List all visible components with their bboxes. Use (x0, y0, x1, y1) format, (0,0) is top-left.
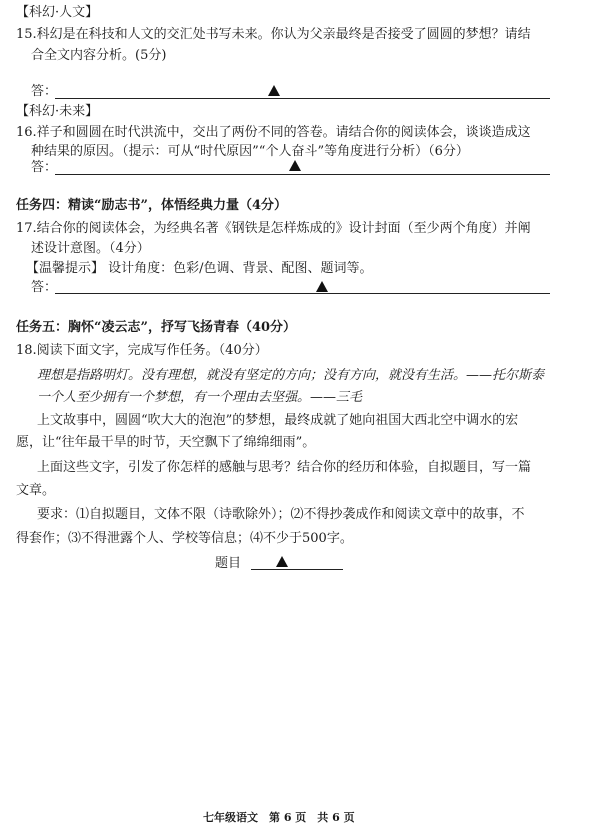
answer-label-16: 答： (31, 160, 58, 175)
prompt-paragraph1-line1: 上文故事中，圆圆“吹大大的泡泡”的梦想，最终成就了她向祖国大西北空中调水的宏 (37, 413, 519, 428)
answer-label-15: 答： (31, 84, 58, 99)
answer-marker-icon (316, 281, 328, 292)
question-15-line1: 15.科幻是在科技和人文的交汇处书写未来。你认为父亲最终是否接受了圆圆的梦想？请结 (16, 27, 531, 42)
question-16-line1: 16.祥子和圆圆在时代洪流中，交出了两份不同的答卷。请结合你的阅读体会，谈谈造成这 (16, 125, 531, 140)
quote-sanmao: 一个人至少拥有一个梦想，有一个理由去坚强。——三毛 (37, 390, 363, 405)
answer-line-16[interactable] (55, 174, 550, 175)
question-16-line2: 种结果的原因。（提示：可从“时代原因”“个人奋斗”等角度进行分析）（6分） (31, 144, 469, 159)
section-header-scifi-future: 【科幻·未来】 (16, 104, 99, 119)
answer-marker-icon (276, 556, 288, 567)
question-15-line2: 合全文内容分析。(5分) (31, 48, 167, 63)
quote-tolstoy: 理想是指路明灯。没有理想，就没有坚定的方向；没有方向，就没有生活。——托尔斯泰 (37, 368, 545, 383)
prompt-paragraph2-line1: 上面这些文字，引发了你怎样的感触与思考？结合你的经历和体验，自拟题目，写一篇 (37, 460, 532, 475)
answer-line-15[interactable] (55, 98, 550, 99)
answer-label-17: 答： (31, 280, 58, 295)
tip-text: 【温馨提示】 设计角度：色彩/色调、背景、配图、题词等。 (26, 261, 373, 276)
essay-title-label: 题目 (215, 556, 242, 571)
question-17-line1: 17.结合你的阅读体会，为经典名著《钢铁是怎样炼成的》设计封面（至少两个角度）并阐 (16, 221, 531, 236)
requirements-line1: 要求：⑴自拟题目，文体不限（诗歌除外）；⑵不得抄袭成作和阅读文章中的故事，不 (37, 507, 525, 522)
task4-title: 任务四：精读“励志书”，体悟经典力量（4分） (16, 198, 288, 213)
prompt-paragraph2-line2: 文章。 (16, 483, 56, 498)
requirements-line2: 得套作；⑶不得泄露个人、学校等信息；⑷不少于500字。 (16, 531, 353, 546)
question-18: 18.阅读下面文字，完成写作任务。（40分） (16, 343, 268, 358)
answer-line-17[interactable] (55, 293, 550, 294)
answer-marker-icon (289, 160, 301, 171)
page-footer: 七年级语文 第 6 页 共 6 页 (203, 811, 355, 824)
answer-marker-icon (268, 85, 280, 96)
section-header-scifi-humanity: 【科幻·人文】 (16, 5, 99, 20)
essay-title-line[interactable] (251, 569, 343, 570)
prompt-paragraph1-line2: 愿，让“往年最干旱的时节，天空飘下了绵绵细雨”。 (16, 435, 316, 450)
question-17-line2: 述设计意图。（4分） (31, 241, 150, 256)
task5-title: 任务五：胸怀“凌云志”，抒写飞扬青春（40分） (16, 320, 297, 335)
